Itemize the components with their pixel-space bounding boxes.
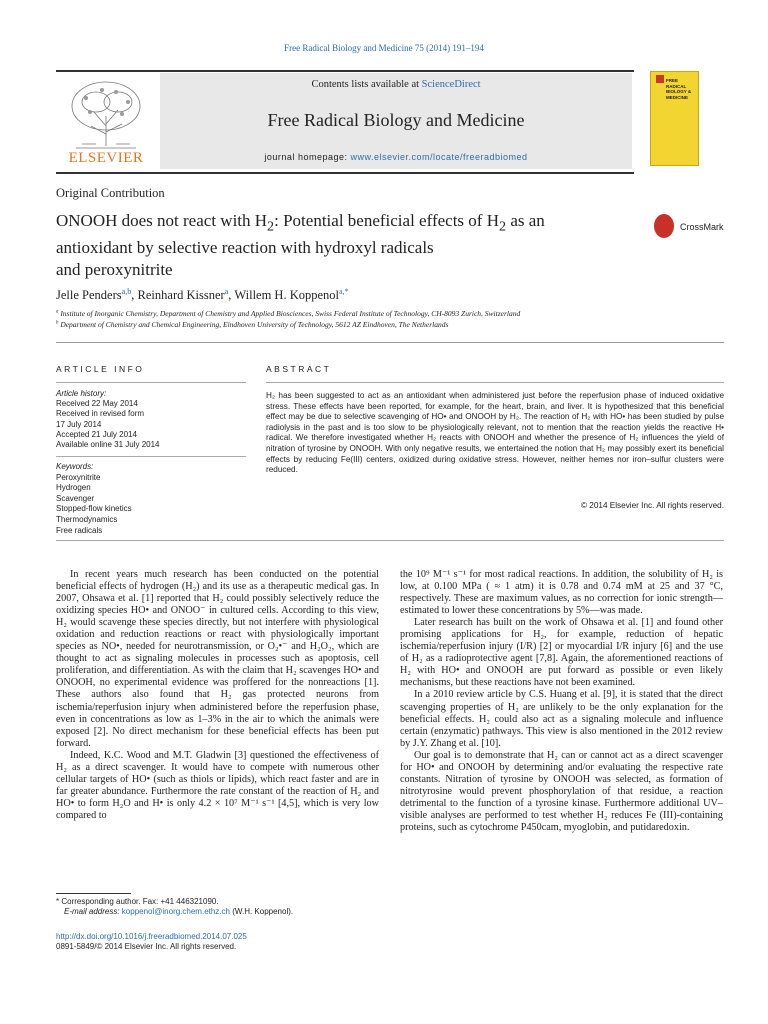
journal-homepage: journal homepage: www.elsevier.com/locate/freeradbiomed: [264, 152, 528, 162]
author-list: Jelle Penders$^{a,b}$, Reinhard Kissner$^a$, Willem H. Koppenol$^{a,*}$: [56, 287, 349, 303]
keywords: Keywords: Peroxynitrite Hydrogen Scavenger Stopped-flow kinetics Thermodynamics Free radicals: [56, 462, 132, 535]
contents-line: Contents lists available at ScienceDirect: [311, 79, 481, 90]
doi-link[interactable]: http://dx.doi.org/10.1016/j.freeradbiomed.2014.07.025: [56, 932, 247, 941]
article-type: Original Contribution: [56, 186, 165, 200]
abstract-heading: ABSTRACT: [266, 364, 332, 374]
sciencedirect-link[interactable]: ScienceDirect: [421, 79, 481, 90]
section-rule: [56, 342, 724, 343]
journal-title: Free Radical Biology and Medicine: [267, 110, 525, 130]
paragraph: Later research has built on the work of Ohsawa et al. [1] and found other promising applications for H₂, for example, reduction of hepatic ischemia/reperfusion injury (I/R) [2] or myocardial I/R injury [6] and the use of H₂ as a radioprotective agent [7,8]. Again, the aforementioned reactions of H₂ with HO• and ONOOH are put forward as possible or even likely mechanisms, but these reactions have not been examined.: [400, 617, 723, 689]
cover-emblem-icon: [656, 75, 664, 83]
crossmark-icon[interactable]: [654, 214, 674, 238]
footnote: * Corresponding author. Fax: +41 446321090. E-mail address: koppenol@inorg.chem.ethz.ch (W.H. Koppenol).: [56, 897, 294, 916]
header-rule-bottom: [56, 172, 634, 174]
footnote-rule: [56, 893, 131, 894]
email-link[interactable]: koppenol@inorg.chem.ethz.ch: [121, 907, 230, 916]
body-column-left: [56, 569, 379, 822]
abstract-copyright: © 2014 Elsevier Inc. All rights reserved.: [580, 501, 724, 510]
paragraph: the 10⁹ M⁻¹ s⁻¹ for most radical reactions. In addition, the solubility of H₂ is low, at 0.100 MPa ( ≈ 1 atm) it is 0.78 and 0.74 mM at 25 and 37 °C, respectively. These are maximum values, as no correction for ionic strength—estimated to lower these concentrations by 5%—was made.: [400, 569, 723, 617]
article-info-heading: ARTICLE INFO: [56, 364, 145, 374]
crossmark-label[interactable]: CrossMark: [680, 222, 724, 232]
affiliation-a: $^a$ Institute of Inorganic Chemistry, Department of Chemistry and Applied Biosciences, Swiss Federal Institute of Technology, CH-8093 Zurich, Switzerland: [56, 309, 521, 318]
body-column-right: [400, 569, 723, 834]
article-history: Article history: Received 22 May 2014 Received in revised form 17 July 2014 Accepted 21 July 2014 Available online 31 July 2014: [56, 389, 160, 450]
paragraph: Our goal is to demonstrate that H₂ can or cannot act as a direct scavenger for HO• and ONOOH by determining and/or evaluating the respective rate constants. Nitration of tyrosine by ONOOH was selected, as formation of nitrotyrosine would prevent phosphorylation of that residue, a reaction detrimental to the function of a tyrosine kinase. Furthermore additional UV–visible analyses are performed to test whether H₂ reduces Fe (III)-containing proteins, such as cytochrome P450cam, myoglobin, and putidaredoxin.: [400, 749, 723, 833]
paragraph: Indeed, K.C. Wood and M.T. Gladwin [3] questioned the effectiveness of H₂ as a direct scavenger. It would have to compete with numerous other cellular targets of HO• (such as thiols or lipids), which react faster and are in far greater abundance. Furthermore the rate constant of the reaction of H₂ and HO• to form H₂O and H• is only 4.2 × 10⁷ M⁻¹ s⁻¹ [4,5], which is very low compared to: [56, 749, 379, 821]
abstract-bottom-rule: [56, 540, 724, 541]
article-title: ONOOH does not react with $H_2$: Potential beneficial effects of $H_2$ as an antioxidant by selective reaction with hydroxyl radicals and peroxynitrite: [56, 211, 545, 280]
elsevier-wordmark: ELSEVIER: [68, 150, 144, 166]
journal-reference[interactable]: Free Radical Biology and Medicine 75 (2014) 191–194: [284, 43, 484, 53]
paragraph: In recent years much research has been conducted on the potential beneficial effects of hydrogen (H₂) and its use as a therapeutic medical gas. In 2007, Ohsawa et al. [1] reported that H₂ could possibly selectively reduce the oxidizing species HO• and ONOO⁻ in cultured cells. According to this view, H₂ would scavenge these species directly, but not interfere with physiological oxidation and reduction reactions or react with physiologically important species as NO•, needed for neurotransmission, or O₂•⁻ and H₂O₂, which are thought to act as signaling molecules in processes such as apoptosis, cell proliferation, and differentiation. As with the claim that H₂ scavenges HO• and ONOOH, no experimental evidence was proffered for the nonreactions [1]. These authors also found that H₂ gas protected neurons from ischemia/reperfusion injury when administered before the reperfusion phase, even in concentrations as low as 1–3% in the air to which the animals were exposed [2]. No direct mechanism for these beneficial effects has been put forward.: [56, 569, 379, 749]
homepage-link[interactable]: www.elsevier.com/locate/freeradbiomed: [350, 152, 528, 162]
doi-block: http://dx.doi.org/10.1016/j.freeradbiomed.2014.07.025 0891-5849/© 2014 Elsevier Inc. All rights reserved.: [56, 932, 247, 951]
keywords-rule: [56, 456, 246, 457]
paragraph: In a 2010 review article by C.S. Huang et al. [9], it is stated that the direct scavenging properties of H₂ are unlikely to be the only explanation for the beneficial effects. H₂ could also act as a signaling molecule and influence certain (enzymatic) pathways. This view is also mentioned in the 2012 review by J.Y. Zhang et al. [10].: [400, 689, 723, 749]
abstract-rule: [266, 382, 724, 383]
info-rule: [56, 382, 246, 383]
header-rule-top: [56, 70, 634, 72]
cover-title: FREE RADICAL BIOLOGY & MEDICINE: [666, 78, 692, 100]
abstract-text: H₂ has been suggested to act as an antioxidant when administered just before the reperfusion phase of induced oxidative stress. These effects have been reported, for example, for the heart, brain, and liver. It is hypothesized that this beneficial effect may be due to selective scavenging of HO• and ONOOH by H₂. The reaction of H₂ with HO• has been studied by pulse radiolysis in the past and is too slow to be physiologically relevant, not to mention that the reaction yields the reactive H• radical. We therefore investigated whether H₂ reacts with ONOOH and whether the presence of H₂ influences the yield of nitration of tyrosine by ONOOH. With only negative results, we entertained the notion that H₂ may possibly exert its beneficial effects by reducing Fe(III) centers, oxidized during oxidative stress. However, neither hemes nor iron–sulfur clusters were reduced.: [266, 391, 724, 475]
affiliation-b: $^b$ Department of Chemistry and Chemical Engineering, Eindhoven University of Technology, 5612 AZ Eindhoven, The Netherlands: [56, 320, 449, 329]
